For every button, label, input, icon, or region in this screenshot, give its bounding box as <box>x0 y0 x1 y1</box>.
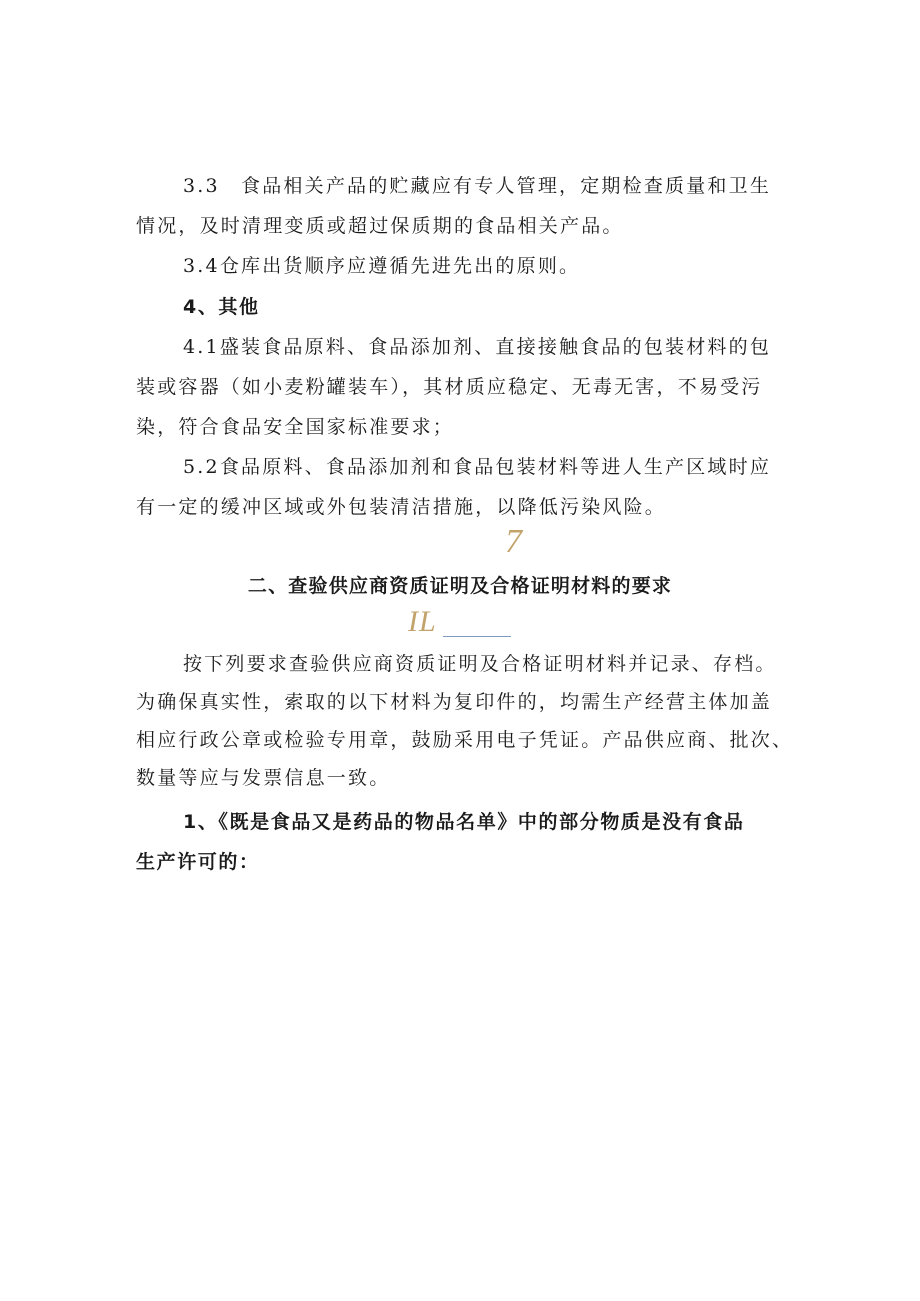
paragraph-5-2-line-2: 有一定的缓冲区域或外包装清洁措施，以降低污染风险。 <box>136 496 667 518</box>
intro-line-3: 相应行政公章或检验专用章，鼓励采用电子凭证。产品供应商、批次、 <box>136 729 794 751</box>
stamp-mark-il: IL <box>408 605 437 638</box>
paragraph-3-3-line-1: 3.3 食品相关产品的贮藏应有专人管理，定期检查质量和卫生 <box>183 175 772 197</box>
stamp-mark-seven: 7 <box>505 523 522 560</box>
paragraph-4-1-line-3: 染，符合食品安全国家标准要求； <box>136 416 455 438</box>
paragraph-3-4-line-1: 3.4仓库出货顺序应遵循先进先出的原则。 <box>183 255 581 277</box>
paragraph-4-1-line-1: 4.1盛装食品原料、食品添加剂、直接接触食品的包装材料的包 <box>183 336 772 358</box>
section-4-title: 4、其他 <box>183 296 260 318</box>
intro-line-4: 数量等应与发票信息一致。 <box>136 767 391 789</box>
paragraph-5-2-line-1: 5.2食品原料、食品添加剂和食品包装材料等进人生产区域时应 <box>183 456 772 478</box>
stamp-mark-underline <box>443 636 511 637</box>
paragraph-4-1-line-2: 装或容器（如小麦粉罐装车），其材质应稳定、无毒无害，不易受污 <box>136 376 763 398</box>
item-1-line-1: 1、《既是食品又是药品的物品名单》中的部分物质是没有食品 <box>183 811 745 833</box>
item-1-line-2: 生产许可的： <box>136 851 260 873</box>
intro-line-1: 按下列要求查验供应商资质证明及合格证明材料并记录、存档。 <box>183 653 777 675</box>
section-2-heading: 二、查验供应商资质证明及合格证明材料的要求 <box>247 575 673 597</box>
paragraph-3-3-line-2: 情况，及时清理变质或超过保质期的食品相关产品。 <box>136 215 624 237</box>
intro-line-2: 为确保真实性，索取的以下材料为复印件的，均需生产经营主体加盖 <box>136 691 773 713</box>
